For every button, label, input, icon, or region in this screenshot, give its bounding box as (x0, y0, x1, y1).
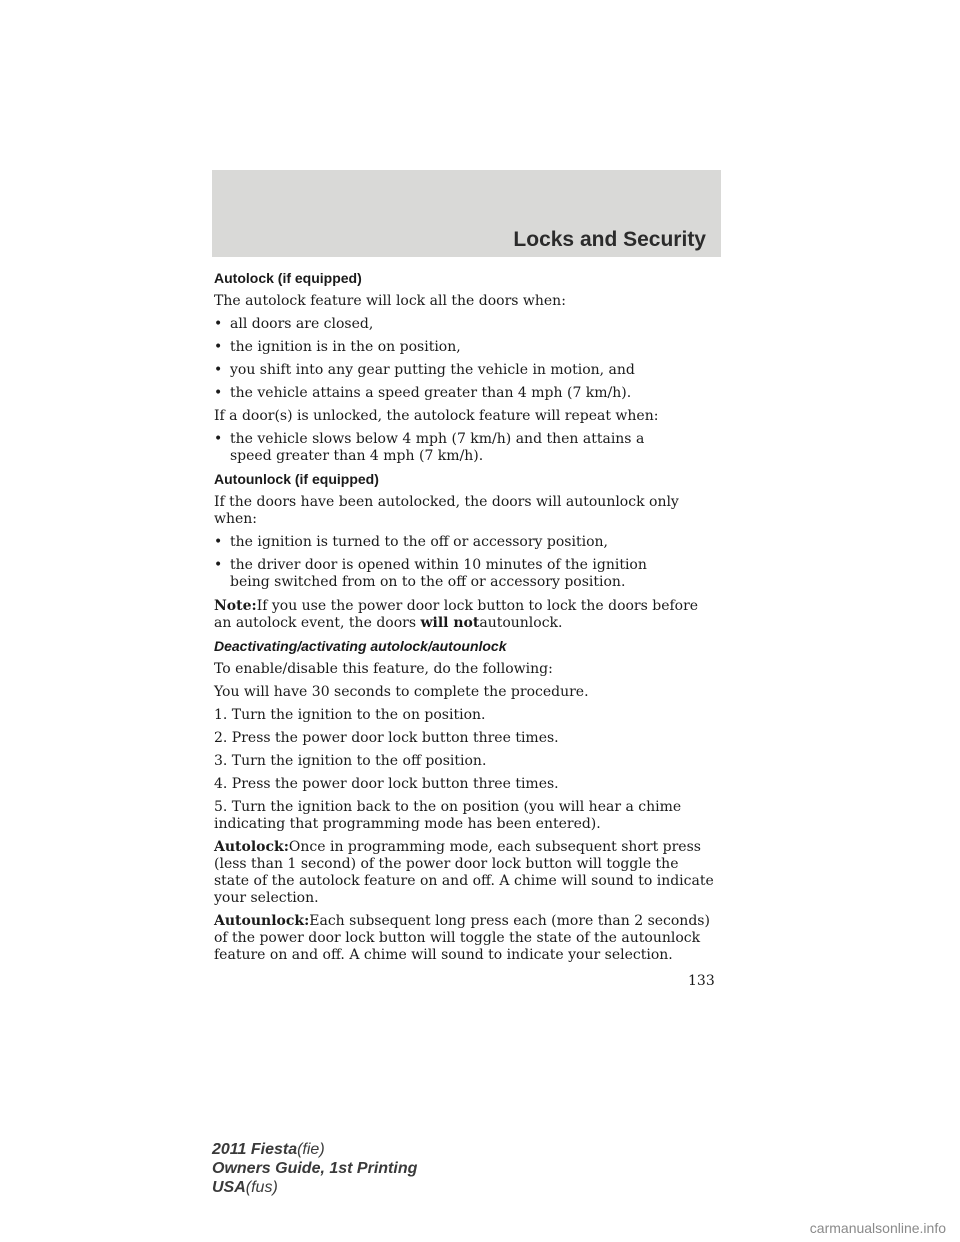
step-item: 3. Turn the ignition to the off position. (214, 753, 487, 769)
watermark-link[interactable]: carmanualsonline.info (809, 1220, 946, 1236)
autounlock-procedure: Autounlock:Each subsequent long press each (more than 2 seconds) of the power door lock button will toggle the state of the autounlock feature on and off. A chime will sound to indicate your selection. (214, 913, 710, 963)
page-content (214, 270, 726, 964)
autolock-label: Autolock: (214, 839, 289, 855)
note-label: Note: (214, 598, 257, 614)
list-item: • the vehicle attains a speed greater than 4 mph (7 km/h). (214, 385, 632, 401)
list-item: • you shift into any gear putting the vehicle in motion, and (214, 362, 635, 378)
step-item: 5. Turn the ignition back to the on position (you will hear a chime indicating that programming mode has been entered). (214, 799, 682, 832)
step-item: 4. Press the power door lock button three times. (214, 776, 559, 792)
list-item: • the driver door is opened within 10 minutes of the ignition being switched from on to the off or accessory position. (214, 557, 647, 590)
footer-line-guide: Owners Guide, 1st Printing (212, 1160, 418, 1177)
autolock-heading: Autolock (if equipped) (214, 270, 362, 286)
autounlock-intro: If the doors have been autolocked, the doors will autounlock only when: (214, 494, 679, 527)
list-item: • the ignition is turned to the off or accessory position, (214, 534, 608, 550)
list-item: • the vehicle slows below 4 mph (7 km/h) and then attains a speed greater than 4 mph (7 km/h). (214, 431, 645, 464)
section-title: Locks and Security (513, 228, 706, 251)
autounlock-note: Note:If you use the power door lock button to lock the doors before an autolock event, the doors will notautounlock. (214, 598, 699, 631)
page-number: 133 (688, 973, 715, 989)
autounlock-heading: Autounlock (if equipped) (214, 471, 379, 487)
footer-line-model: 2011 Fiesta(fie) (212, 1141, 325, 1158)
autounlock-label: Autounlock: (214, 913, 310, 929)
autolock-procedure: Autolock:Once in programming mode, each subsequent short press (less than 1 second) of the power door lock button will toggle the state of the autolock feature on and off. A chime will sound to indicate your selection. (214, 839, 714, 906)
print-footer (212, 1140, 417, 1197)
section-header-band (212, 170, 721, 257)
autolock-intro: The autolock feature will lock all the doors when: (214, 293, 566, 309)
deactivating-heading: Deactivating/activating autolock/autounlock (214, 638, 507, 654)
deactivating-intro: To enable/disable this feature, do the following: (214, 661, 553, 677)
autolock-repeat-intro: If a door(s) is unlocked, the autolock feature will repeat when: (214, 408, 659, 424)
step-item: 2. Press the power door lock button three times. (214, 730, 559, 746)
step-item: 1. Turn the ignition to the on position. (214, 707, 486, 723)
list-item: • the ignition is in the on position, (214, 339, 461, 355)
footer-line-market: USA(fus) (212, 1179, 278, 1196)
list-item: • all doors are closed, (214, 316, 374, 332)
time-note: You will have 30 seconds to complete the procedure. (214, 684, 589, 700)
